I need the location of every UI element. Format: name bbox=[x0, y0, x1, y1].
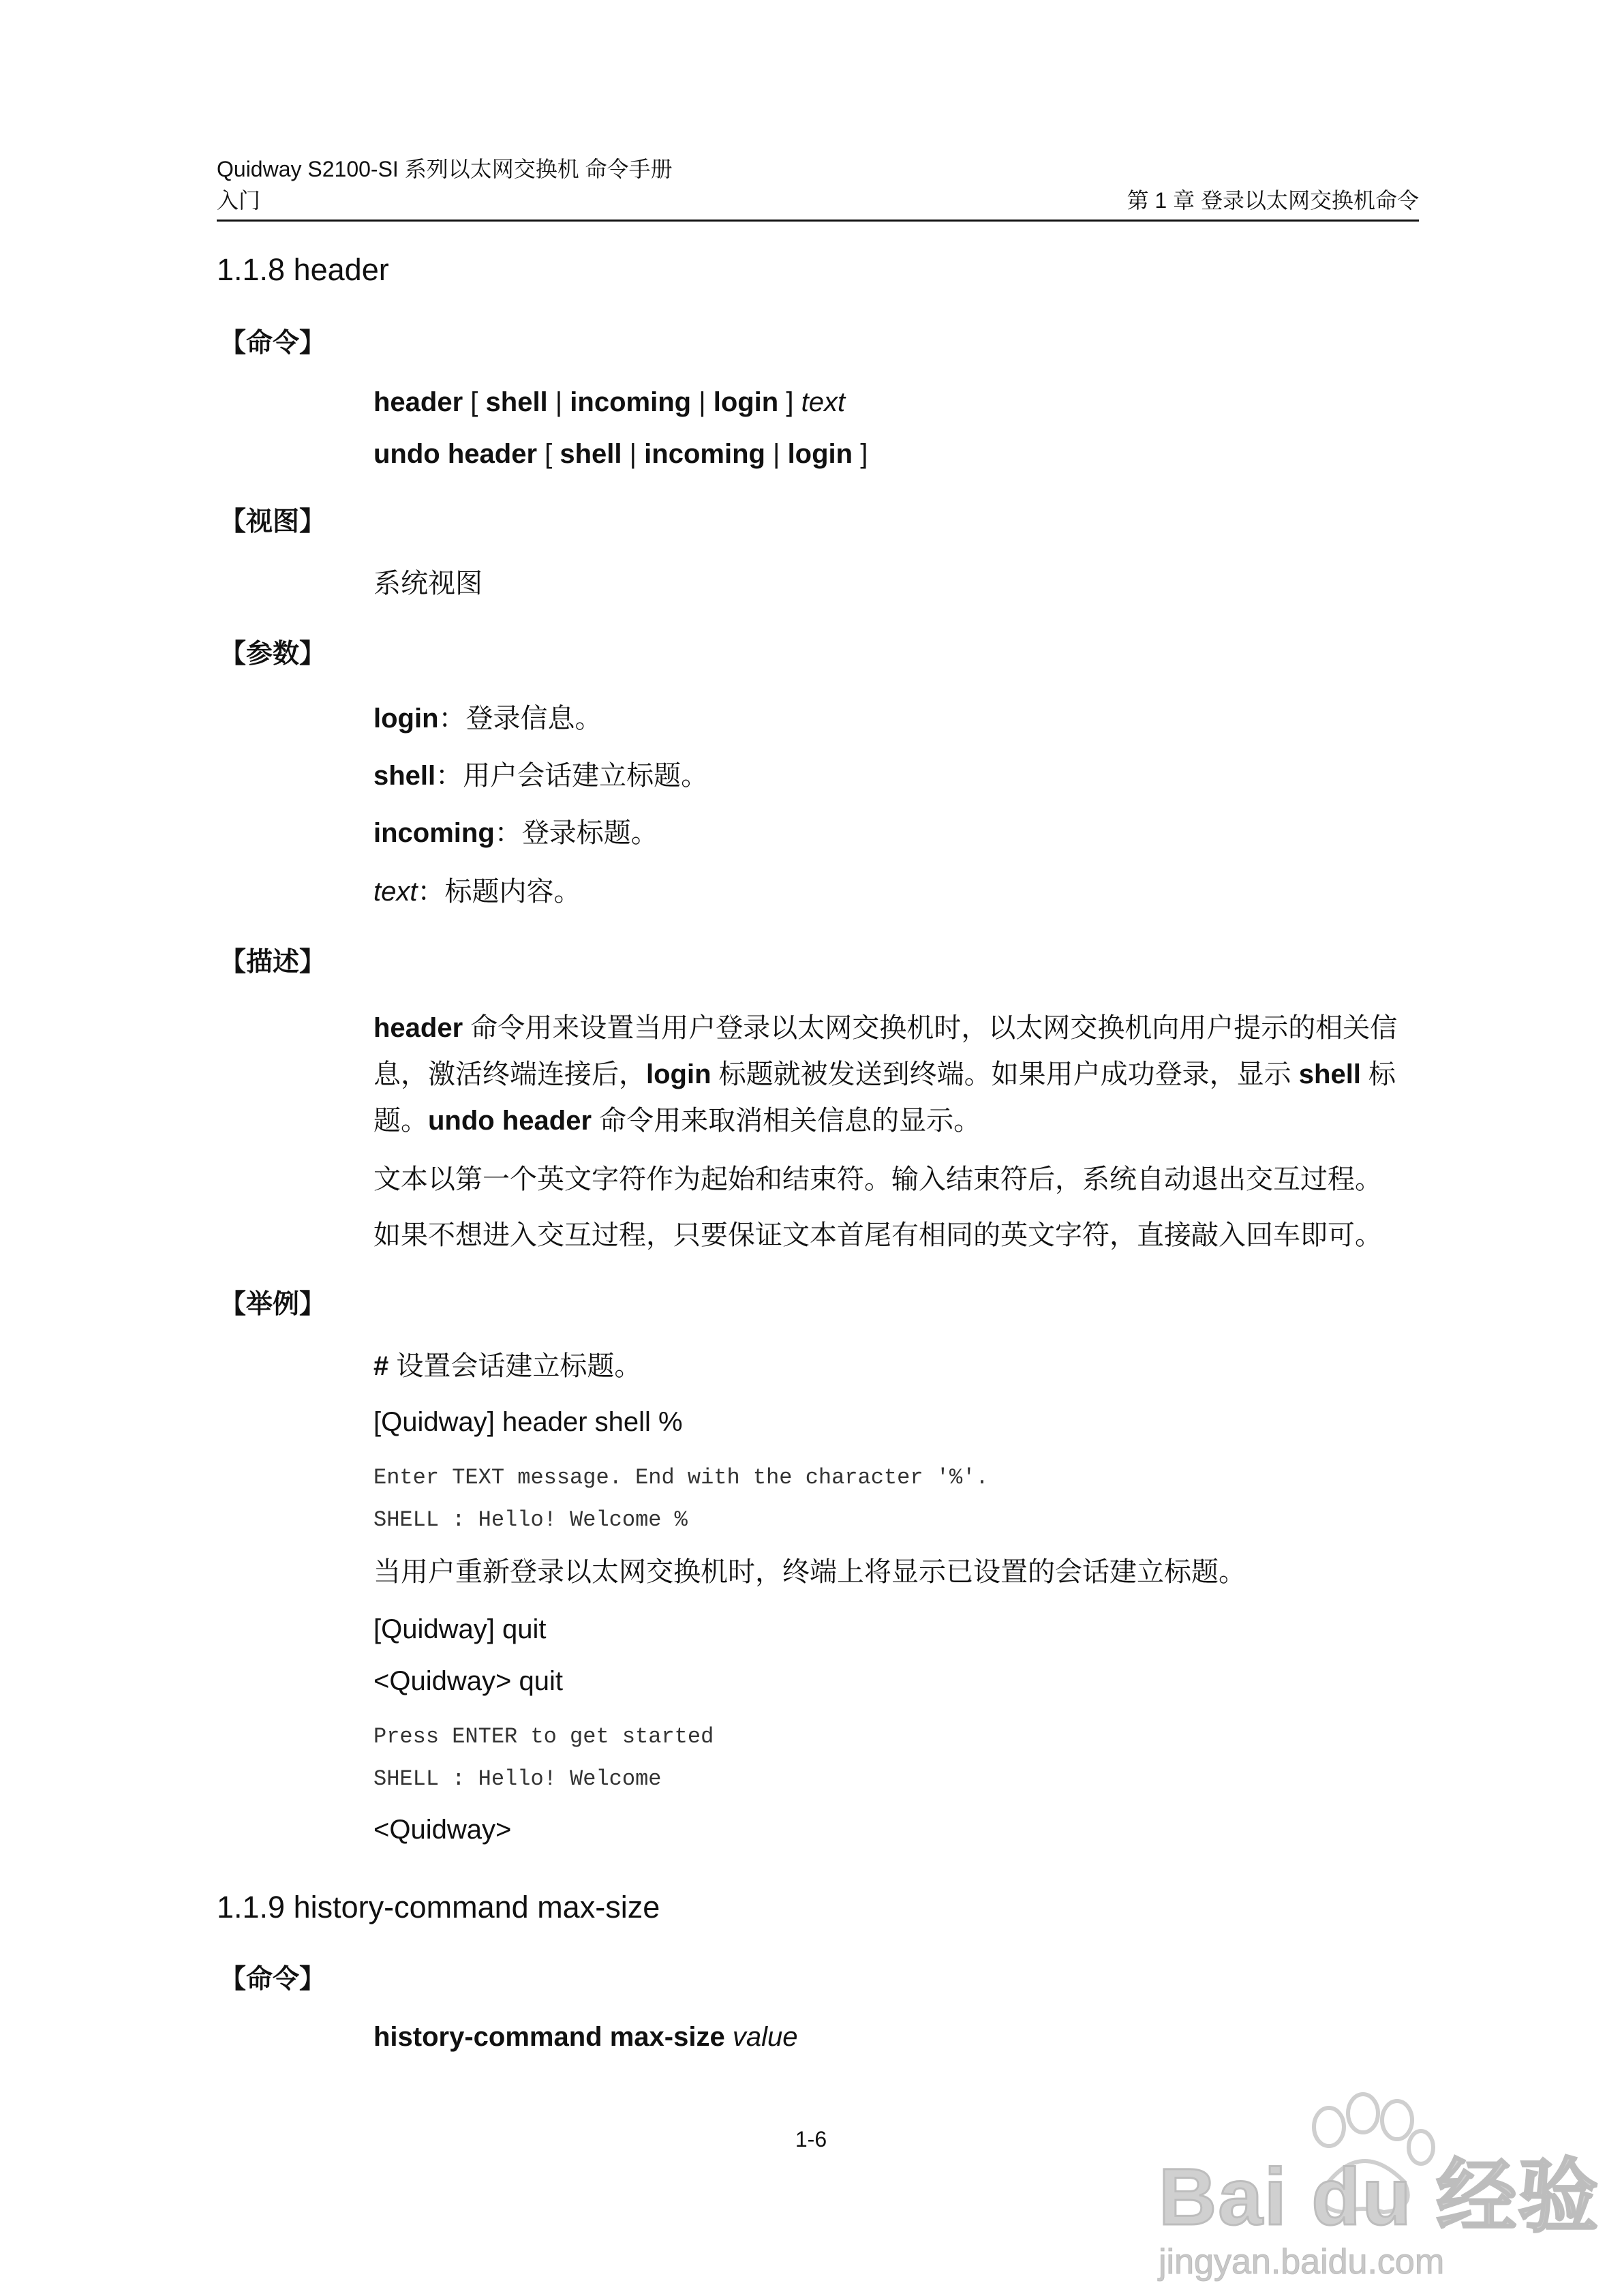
example-comment: # 设置会话建立标题。 bbox=[373, 1351, 642, 1381]
example-command: [Quidway] header shell % bbox=[373, 1407, 683, 1437]
command-syntax: header [ shell | incoming | login ] text bbox=[373, 387, 846, 417]
param-item: incoming：登录标题。 bbox=[373, 818, 658, 848]
watermark-url: jingyan.baidu.com bbox=[1159, 2242, 1445, 2282]
header-chapter: 第 1 章 登录以太网交换机命令 bbox=[1127, 188, 1419, 213]
undo-command-syntax: undo header [ shell | incoming | login ] bbox=[373, 439, 868, 469]
section-title: 1.1.8 header bbox=[217, 252, 389, 287]
example-output: SHELL : Hello! Welcome bbox=[373, 1766, 662, 1792]
watermark-logo: Bai du 经验 bbox=[1159, 2152, 1600, 2242]
example-command: <Quidway> bbox=[373, 1815, 512, 1845]
command-label: 【命令】 bbox=[219, 1965, 326, 1994]
command-syntax: history-command max-size value bbox=[373, 2022, 798, 2052]
section-title: 1.1.9 history-command max-size bbox=[217, 1890, 660, 1924]
description-paragraph: header 命令用来设置当用户登录以太网交换机时，以太网交换机向用户提示的相关信息，激活终端连接后，login 标题就被发送到终端。如果用户成功登录，显示 shell 标题。undo header 命令用来取消相关信息的显示。 bbox=[373, 1013, 1398, 1136]
example-label: 【举例】 bbox=[219, 1290, 326, 1319]
example-output: Enter TEXT message. End with the character '%'. bbox=[373, 1465, 989, 1490]
example-command: [Quidway] quit bbox=[373, 1614, 547, 1644]
param-item: shell：用户会话建立标题。 bbox=[373, 761, 709, 791]
example-command: <Quidway> quit bbox=[373, 1666, 563, 1696]
view-value: 系统视图 bbox=[373, 569, 483, 599]
param-item: login：登录信息。 bbox=[373, 704, 602, 734]
header-title: Quidway S2100-SI 系列以太网交换机 命令手册 bbox=[217, 157, 673, 181]
example-output: SHELL : Hello! Welcome % bbox=[373, 1507, 688, 1532]
description-paragraph: 文本以第一个英文字符作为起始和结束符。输入结束符后，系统自动退出交互过程。 bbox=[373, 1164, 1382, 1194]
command-label: 【命令】 bbox=[219, 329, 326, 358]
watermark bbox=[1159, 2072, 1600, 2282]
header-part: 入门 bbox=[217, 188, 261, 213]
example-output: Press ENTER to get started bbox=[373, 1724, 714, 1749]
description-paragraph: 如果不想进入交互过程，只要保证文本首尾有相同的英文字符，直接敲入回车即可。 bbox=[373, 1220, 1382, 1250]
view-label: 【视图】 bbox=[219, 507, 326, 537]
params-label: 【参数】 bbox=[219, 639, 326, 669]
description-label: 【描述】 bbox=[219, 948, 326, 977]
page-number: 1-6 bbox=[795, 2127, 827, 2151]
header-rule bbox=[217, 220, 1419, 222]
example-note: 当用户重新登录以太网交换机时，终端上将显示已设置的会话建立标题。 bbox=[373, 1557, 1246, 1587]
param-item: text：标题内容。 bbox=[373, 877, 581, 907]
